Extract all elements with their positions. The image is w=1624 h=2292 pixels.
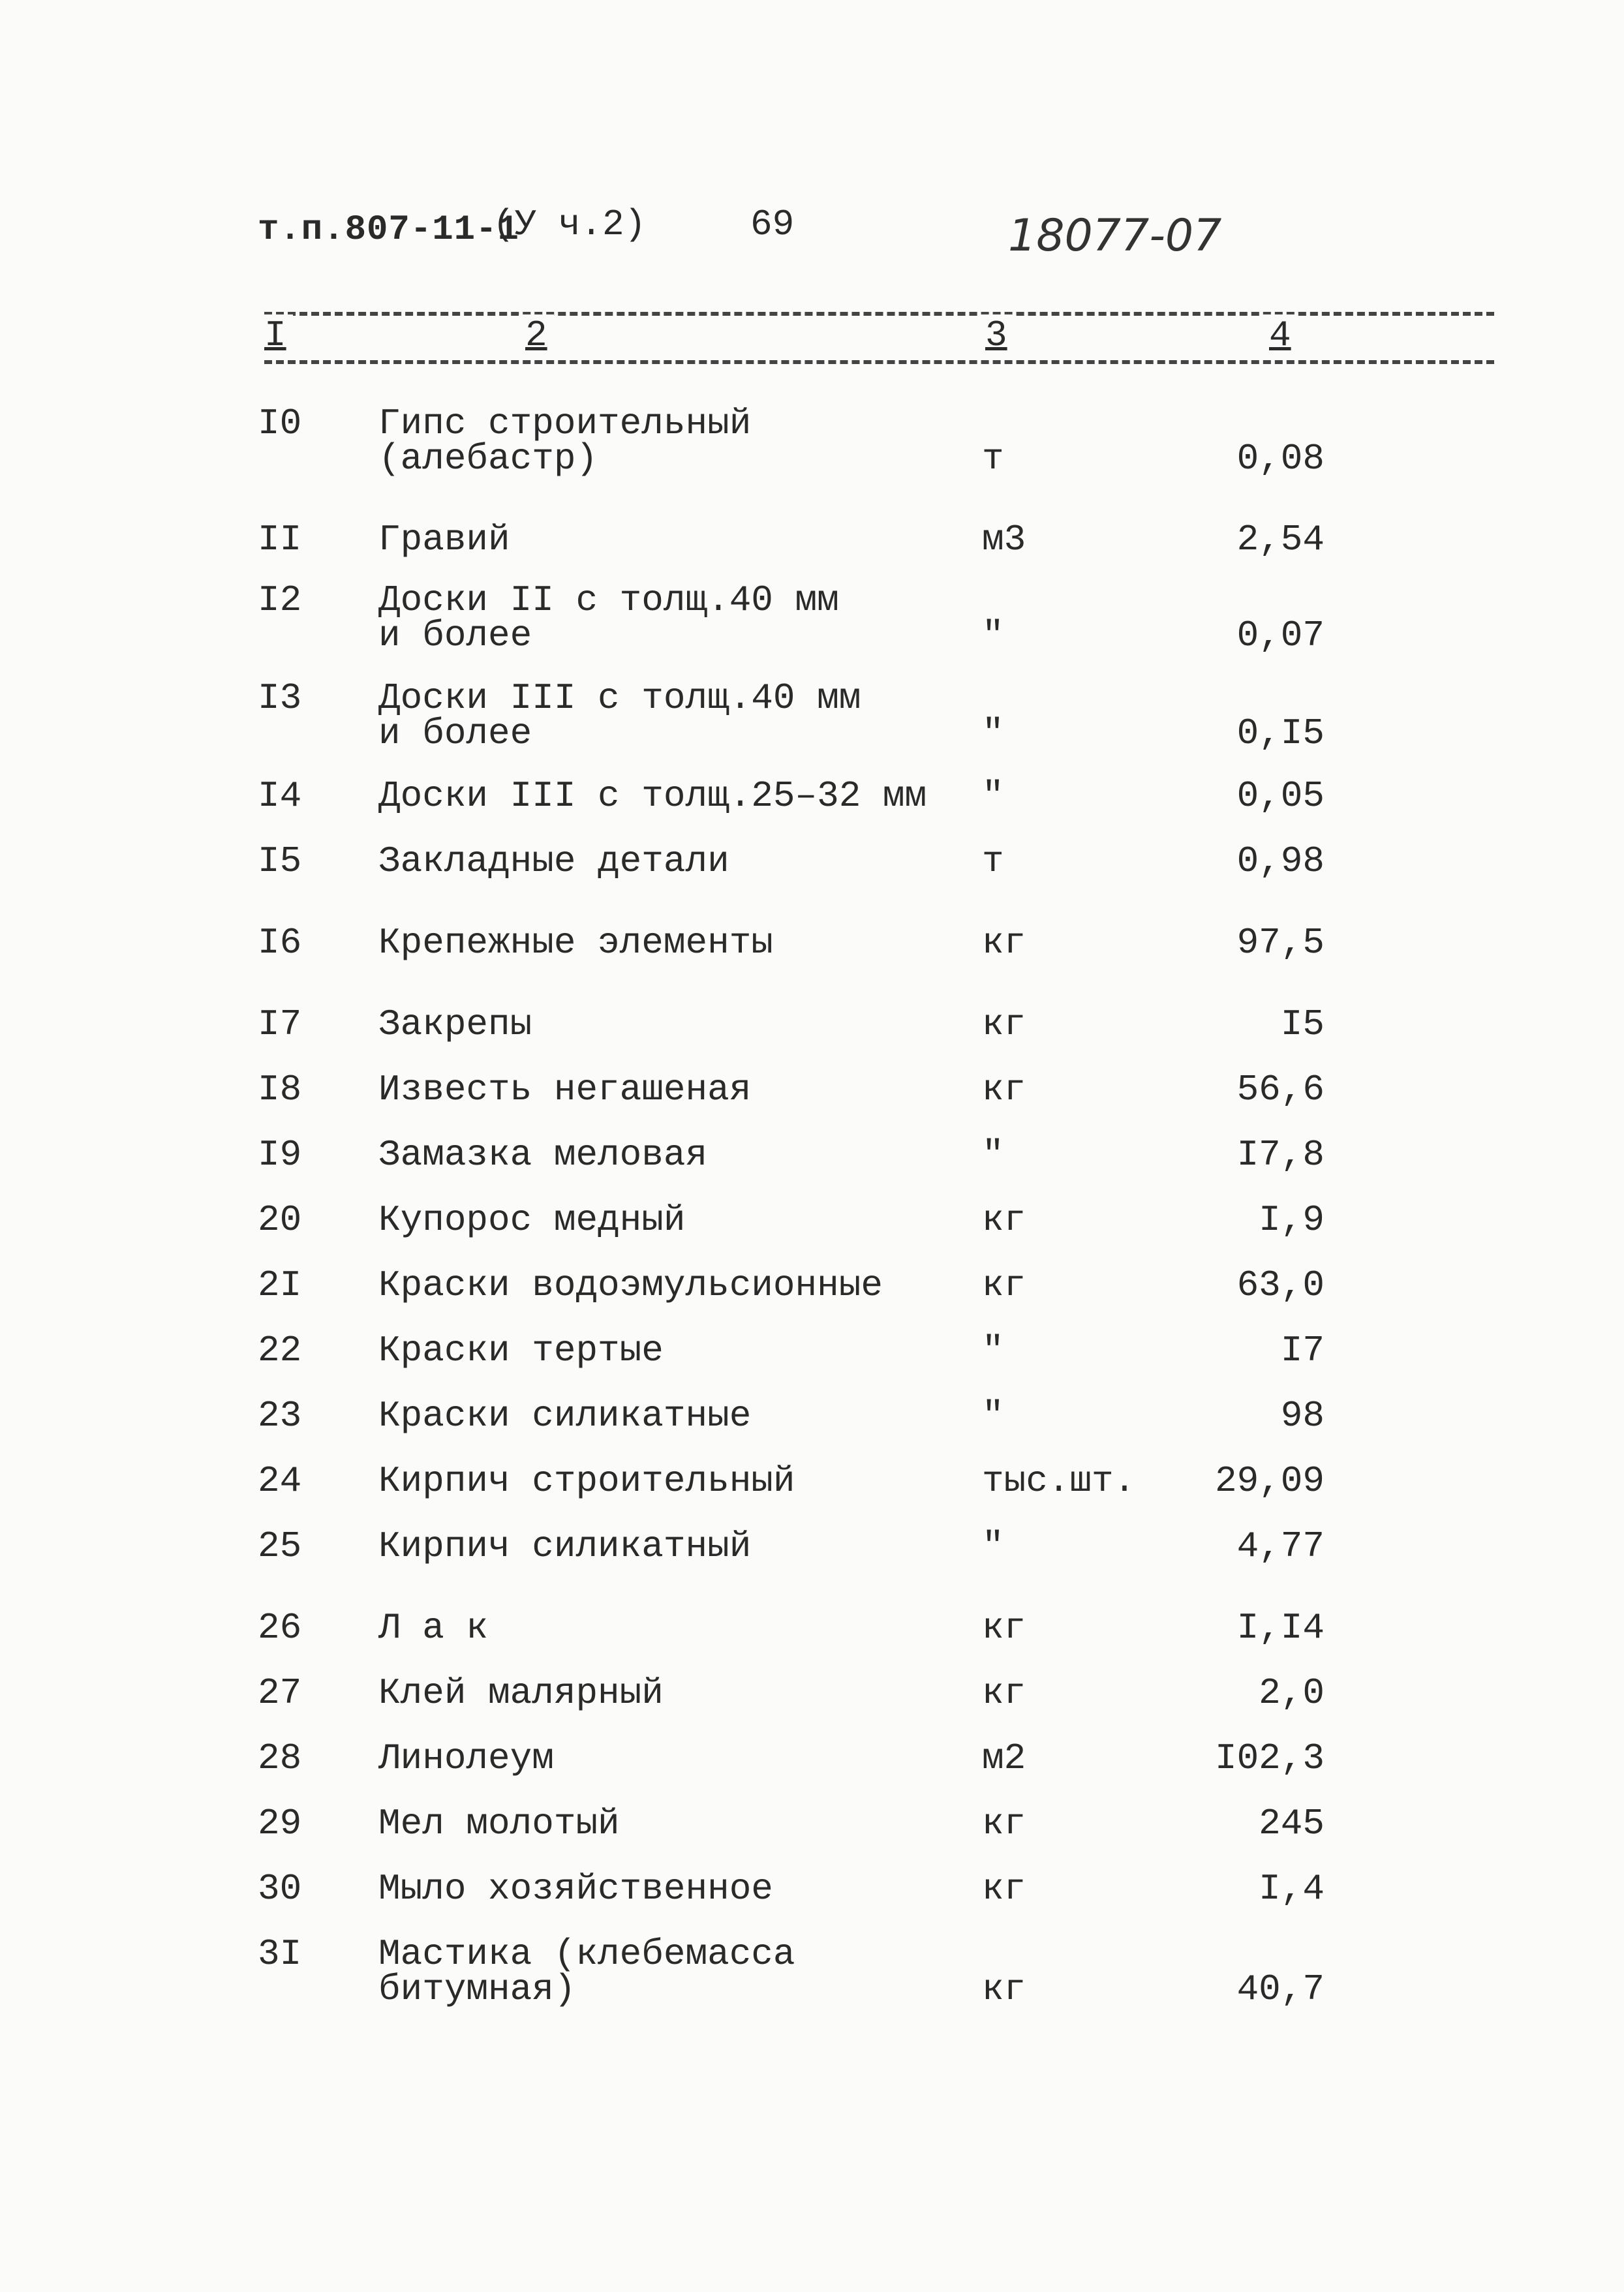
row-name: Кирпич строительный xyxy=(378,1460,795,1502)
column-header-number: I xyxy=(258,314,293,356)
row-quantity: I,4 xyxy=(1259,1868,1325,1910)
row-quantity: 0,98 xyxy=(1236,840,1325,882)
row-quantity: 0,05 xyxy=(1236,775,1325,817)
row-number: 29 xyxy=(258,1803,302,1844)
row-number: I2 xyxy=(258,579,302,621)
row-quantity: 56,6 xyxy=(1236,1069,1325,1110)
row-unit: м2 xyxy=(982,1737,1026,1779)
row-number: 24 xyxy=(258,1460,302,1502)
row-name: Мастика (клебемасса битумная) xyxy=(378,1933,795,2010)
row-name: Гипс строительный (алебастр) xyxy=(378,403,752,480)
row-name: Краски силикатные xyxy=(378,1395,752,1437)
row-name: Гравий xyxy=(378,519,510,560)
row-quantity: 2,0 xyxy=(1259,1672,1325,1714)
row-unit: кг xyxy=(982,1264,1026,1306)
row-quantity: 0,08 xyxy=(1236,438,1325,480)
row-unit: кг xyxy=(982,1803,1026,1844)
part-label: (У ч.2) xyxy=(493,204,647,245)
row-name: Закладные детали xyxy=(378,840,729,882)
row-number: 25 xyxy=(258,1525,302,1567)
row-unit: т xyxy=(982,840,1004,882)
row-name: Краски тертые xyxy=(378,1330,664,1371)
column-header-unit: 3 xyxy=(979,314,1014,356)
row-unit: " xyxy=(982,1330,1004,1371)
row-number: 30 xyxy=(258,1868,302,1910)
row-name: Закрепы xyxy=(378,1003,532,1045)
row-quantity: I7 xyxy=(1280,1330,1325,1371)
row-number: I7 xyxy=(258,1003,302,1045)
row-number: I0 xyxy=(258,403,302,444)
row-name: Мел молотый xyxy=(378,1803,620,1844)
row-number: 2I xyxy=(258,1264,302,1306)
row-name: Л а к xyxy=(378,1607,489,1649)
row-unit: м3 xyxy=(982,519,1026,560)
row-unit: кг xyxy=(982,1607,1026,1649)
row-quantity: 0,07 xyxy=(1236,615,1325,656)
row-quantity: I,I4 xyxy=(1236,1607,1325,1649)
row-unit: " xyxy=(982,712,1004,754)
column-header-quantity: 4 xyxy=(1263,314,1298,356)
row-unit: " xyxy=(982,1134,1004,1176)
row-unit: " xyxy=(982,1395,1004,1437)
row-number: I4 xyxy=(258,775,302,817)
row-name: Доски III с толщ.25–32 мм xyxy=(378,775,927,817)
row-quantity: 2,54 xyxy=(1236,519,1325,560)
row-name: Известь негашеная xyxy=(378,1069,752,1110)
row-unit: " xyxy=(982,1525,1004,1567)
row-name: Замазка меловая xyxy=(378,1134,708,1176)
row-name: Линолеум xyxy=(378,1737,554,1779)
row-unit: т xyxy=(982,438,1004,480)
row-name: Краски водоэмульсионные xyxy=(378,1264,883,1306)
document-number: 18077-07 xyxy=(1008,210,1222,262)
row-unit: кг xyxy=(982,1868,1026,1910)
row-number: I5 xyxy=(258,840,302,882)
row-number: I9 xyxy=(258,1134,302,1176)
row-number: 3I xyxy=(258,1933,302,1975)
row-number: 28 xyxy=(258,1737,302,1779)
project-code: т.п.807-11-1 xyxy=(258,210,519,250)
row-quantity: 63,0 xyxy=(1236,1264,1325,1306)
row-name: Доски III с толщ.40 мм и более xyxy=(378,677,861,754)
row-quantity: 4,77 xyxy=(1236,1525,1325,1567)
row-unit: кг xyxy=(982,1003,1026,1045)
row-number: 22 xyxy=(258,1330,302,1371)
row-name: Доски II с толщ.40 мм и более xyxy=(378,579,839,656)
row-number: 20 xyxy=(258,1199,302,1241)
page-number: 69 xyxy=(750,204,795,245)
row-quantity: 0,I5 xyxy=(1236,712,1325,754)
row-unit: кг xyxy=(982,1672,1026,1714)
row-unit: кг xyxy=(982,1968,1026,2010)
row-quantity: I5 xyxy=(1280,1003,1325,1045)
row-quantity: I7,8 xyxy=(1236,1134,1325,1176)
row-number: 26 xyxy=(258,1607,302,1649)
row-number: 27 xyxy=(258,1672,302,1714)
row-number: II xyxy=(258,519,302,560)
row-name: Кирпич силикатный xyxy=(378,1525,752,1567)
column-header-name: 2 xyxy=(519,314,554,356)
row-quantity: 29,09 xyxy=(1214,1460,1325,1502)
row-unit: " xyxy=(982,775,1004,817)
row-unit: кг xyxy=(982,922,1026,964)
row-number: I8 xyxy=(258,1069,302,1110)
row-quantity: 97,5 xyxy=(1236,922,1325,964)
row-unit: кг xyxy=(982,1069,1026,1110)
row-number: 23 xyxy=(258,1395,302,1437)
row-unit: " xyxy=(982,615,1004,656)
row-number: I3 xyxy=(258,677,302,719)
row-quantity: I,9 xyxy=(1259,1199,1325,1241)
row-name: Купорос медный xyxy=(378,1199,686,1241)
row-number: I6 xyxy=(258,922,302,964)
row-quantity: 40,7 xyxy=(1236,1968,1325,2010)
row-name: Крепежные элементы xyxy=(378,922,773,964)
row-quantity: 98 xyxy=(1280,1395,1325,1437)
row-unit: кг xyxy=(982,1199,1026,1241)
row-unit: тыс.шт. xyxy=(982,1460,1136,1502)
row-quantity: 245 xyxy=(1259,1803,1325,1844)
row-name: Мыло хозяйственное xyxy=(378,1868,773,1910)
row-name: Клей малярный xyxy=(378,1672,664,1714)
row-quantity: I02,3 xyxy=(1214,1737,1325,1779)
